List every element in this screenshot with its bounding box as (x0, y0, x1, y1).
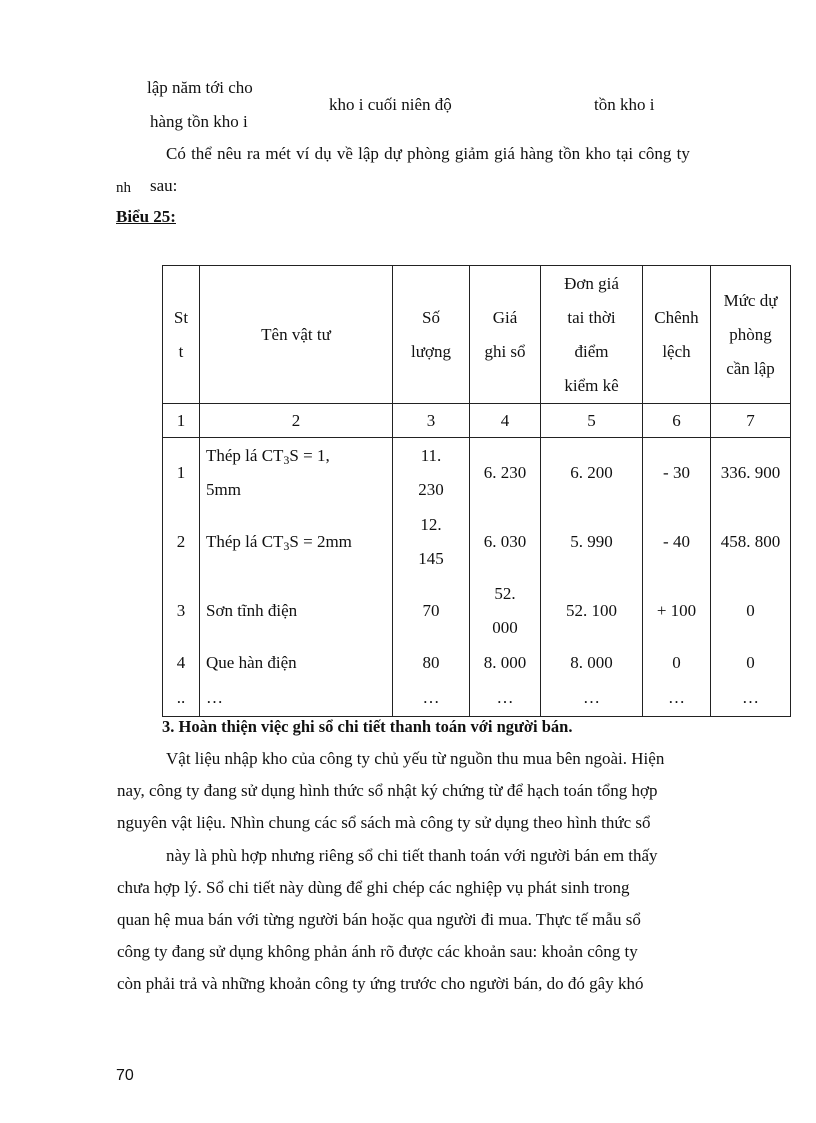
fragment-col1-line2: hàng tồn kho i (150, 112, 248, 131)
body-line: công ty đang sử dụng không phản ánh rõ được các khoản sau: khoản công ty (117, 942, 638, 961)
cell-stt: 3 (163, 577, 200, 646)
cell-qty: … (393, 681, 470, 717)
cell-stt: 4 (163, 646, 200, 681)
body-line: này là phù hợp nhưng riêng sổ chi tiết thanh toán với người bán em thấy (166, 846, 658, 865)
table-row (163, 646, 791, 681)
cell-qty: 11. 230 (393, 438, 470, 508)
cell-stt: 2 (163, 508, 200, 577)
cell-name: Que hàn điện (200, 646, 393, 681)
cell-book-price: 8. 000 (470, 646, 541, 681)
cell-book-price: 6. 030 (470, 508, 541, 577)
fragment-col1-line1: lập năm tới cho (147, 78, 253, 97)
section-heading: 3. Hoàn thiện việc ghi sổ chi tiết thanh toán với người bán. (162, 717, 573, 736)
column-number-row (163, 404, 791, 438)
cell-unit-price: 52. 100 (541, 577, 643, 646)
col-number: 5 (541, 404, 643, 438)
cell-book-price: 6. 230 (470, 438, 541, 508)
header-name: Tên vật tư (200, 266, 393, 404)
body-line: nguyên vật liệu. Nhìn chung các sổ sách mà công ty sử dụng theo hình thức sổ (117, 813, 651, 832)
body-line: còn phải trả và những khoản công ty ứng trước cho người bán, do đó gây khó (117, 974, 644, 993)
body-line: Vật liệu nhập kho của công ty chủ yếu từ nguồn thu mua bên ngoài. Hiện (166, 749, 665, 768)
intro-line1: Có thể nêu ra mét ví dụ về lập dự phòng giảm giá hàng tồn kho tại công ty (166, 144, 690, 163)
body-line: chưa hợp lý. Sổ chi tiết này dùng để ghi chép các nghiệp vụ phát sinh trong (117, 878, 630, 897)
cell-difference: … (643, 681, 711, 717)
col-number: 7 (711, 404, 791, 438)
cell-unit-price: 8. 000 (541, 646, 643, 681)
page-number: 70 (116, 1067, 134, 1084)
header-unit-price: Đơn giá tai thời điểm kiểm kê (541, 266, 643, 404)
col-number: 4 (470, 404, 541, 438)
col-number: 2 (200, 404, 393, 438)
table-row (163, 508, 791, 577)
col-number: 6 (643, 404, 711, 438)
header-provision: Mức dự phòng cần lập (711, 266, 791, 404)
fragment-col3: tồn kho i (594, 95, 655, 114)
header-difference: Chênh lệch (643, 266, 711, 404)
cell-name: … (200, 681, 393, 717)
col-number: 1 (163, 404, 200, 438)
table-header-row (163, 266, 791, 404)
header-qty: Số lượng (393, 266, 470, 404)
cell-difference: - 30 (643, 438, 711, 508)
cell-qty: 12. 145 (393, 508, 470, 577)
cell-provision: 0 (711, 577, 791, 646)
table-row (163, 681, 791, 717)
cell-stt: 1 (163, 438, 200, 508)
cell-unit-price: … (541, 681, 643, 717)
col-number: 3 (393, 404, 470, 438)
body-line: nay, công ty đang sử dụng hình thức sổ nhật ký chứng từ để hạch toán tổng hợp (117, 781, 658, 800)
header-book-price: Giá ghi sổ (470, 266, 541, 404)
cell-name: Thép lá $CT_3S = 1$, 5mm (200, 438, 393, 508)
inventory-provision-table (162, 265, 791, 717)
cell-qty: 80 (393, 646, 470, 681)
cell-unit-price: 5. 990 (541, 508, 643, 577)
cell-unit-price: 6. 200 (541, 438, 643, 508)
cell-stt: .. (163, 681, 200, 717)
cell-book-price: … (470, 681, 541, 717)
cell-book-price: 52. 000 (470, 577, 541, 646)
cell-name: Sơn tĩnh điện (200, 577, 393, 646)
intro-line2: sau: (150, 176, 178, 195)
body-line: quan hệ mua bán với từng người bán hoặc qua người đi mua. Thực tế mẫu sổ (117, 910, 641, 929)
cell-provision: 458. 800 (711, 508, 791, 577)
table-row (163, 438, 791, 508)
cell-difference: - 40 (643, 508, 711, 577)
header-stt: St t (163, 266, 200, 404)
cell-qty: 70 (393, 577, 470, 646)
intro-line2-prefix: nh (116, 180, 131, 196)
table-row (163, 577, 791, 646)
cell-provision: 0 (711, 646, 791, 681)
cell-provision: 336. 900 (711, 438, 791, 508)
cell-difference: 0 (643, 646, 711, 681)
cell-difference: + 100 (643, 577, 711, 646)
cell-provision: … (711, 681, 791, 717)
table-title: Biểu 25: (116, 207, 176, 226)
fragment-col2: kho i cuối niên độ (329, 95, 452, 114)
cell-name: Thép lá $CT_3S = 2mm$ (200, 508, 393, 577)
